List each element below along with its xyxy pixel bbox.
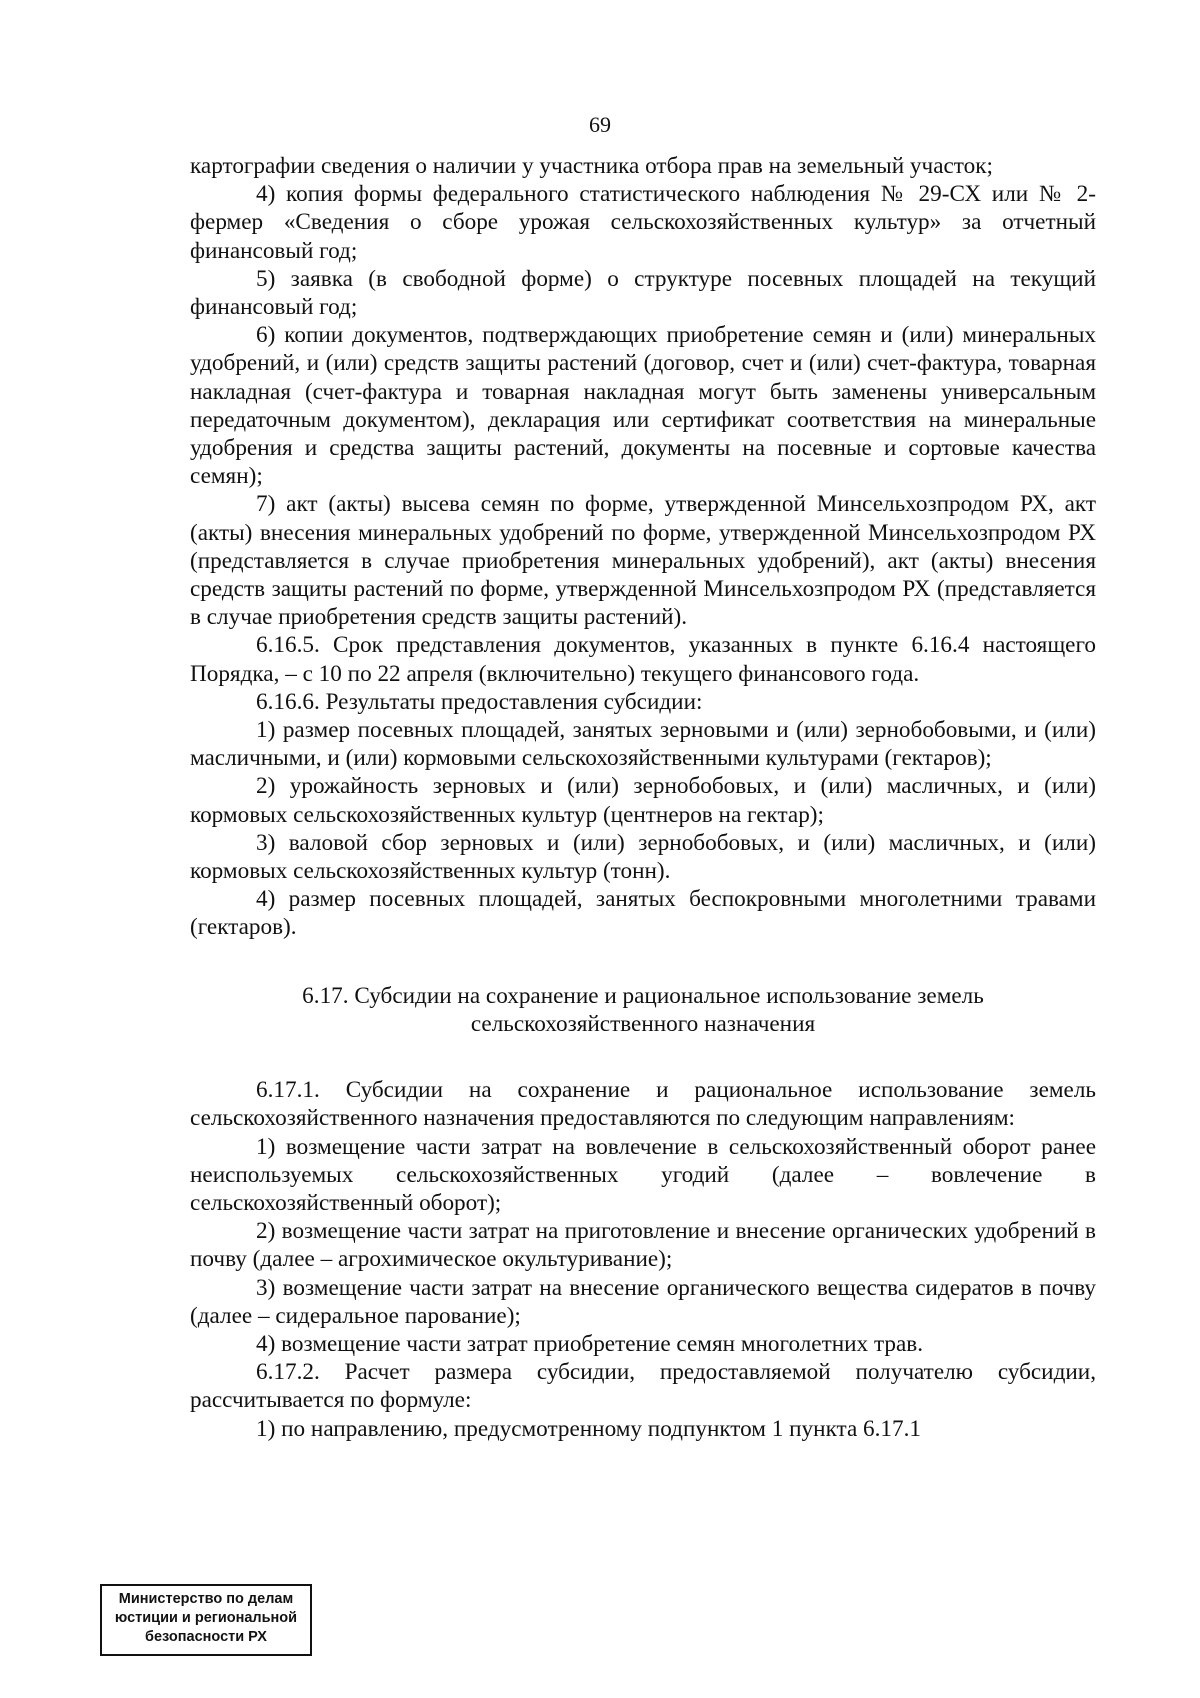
paragraph: 7) акт (акты) высева семян по форме, утвержденной Минсельхозпродом РХ, акт (акты) внесения минеральных удобрений по форме, утвержденной Минсельхозпродом РХ (представляется в случае приобретения минеральных удобрений), акт (акты) внесения средств защиты растений по форме, утвержденной Минсельхозпродом РХ (представляется в случае приобретения средств защиты растений). — [190, 491, 1096, 631]
paragraph: 1) возмещение части затрат на вовлечение в сельскохозяйственный оборот ранее неиспользуемых сельскохозяйственных угодий (далее – вовлечение в сельскохозяйственный оборот); — [190, 1133, 1096, 1216]
paragraph: 6.16.6. Результаты предоставления субсидии: — [256, 688, 703, 715]
section-heading-line: 6.17. Субсидии на сохранение и рациональное использование земель — [302, 982, 984, 1009]
paragraph: 4) возмещение части затрат приобретение семян многолетних трав. — [256, 1330, 923, 1357]
paragraph: 3) валовой сбор зерновых и (или) зернобобовых, и (или) масличных, и (или) кормовых сельскохозяйственных культур (тонн). — [190, 829, 1096, 885]
paragraph: картографии сведения о наличии у участника отбора прав на земельный участок; — [190, 153, 993, 179]
paragraph: 4) копия формы федерального статистического наблюдения № 29-СХ или № 2-фермер «Сведения о сборе урожая сельскохозяйственных культур» за отчетный финансовый год; — [190, 181, 1096, 264]
page-number: 69 — [589, 112, 611, 137]
paragraph: 3) возмещение части затрат на внесение органического вещества сидератов в почву (далее – сидеральное парование); — [190, 1274, 1096, 1329]
paragraph: 6.17.2. Расчет размера субсидии, предоставляемой получателю субсидии, рассчитывается по формуле: — [190, 1359, 1096, 1414]
paragraph: 6) копии документов, подтверждающих приобретение семян и (или) минеральных удобрений, и (или) средств защиты растений (договор, счет и (или) счет-фактура, товарная накладная (счет-фактура и товарная накладная могут быть заменены универсальным передаточным документом), декларация или сертификат соответствия на минеральные удобрения и средства защиты растений, документы на посевные и сортовые качества семян); — [190, 322, 1096, 490]
paragraph: 2) урожайность зерновых и (или) зернобобовых, и (или) масличных, и (или) кормовых сельскохозяйственных культур (центнеров на гектар); — [190, 773, 1096, 828]
section-heading — [190, 982, 1096, 1038]
paragraph: 1) размер посевных площадей, занятых зерновыми и (или) зернобобовыми, и (или) масличными, и (или) кормовыми сельскохозяйственными культурами (гектаров); — [190, 717, 1096, 772]
paragraph: 1) по направлению, предусмотренному подпунктом 1 пункта 6.17.1 — [256, 1415, 921, 1442]
paragraph: 2) возмещение части затрат на приготовление и внесение органических удобрений в почву (далее – агрохимическое окультуривание); — [190, 1218, 1096, 1273]
stamp-line: безопасности РХ — [145, 1629, 267, 1645]
section-heading-line: сельскохозяйственного назначения — [470, 1010, 816, 1037]
ministry-stamp — [100, 1584, 312, 1656]
paragraph: 6.17.1. Субсидии на сохранение и рациональное использование земель сельскохозяйственного назначения предоставляются по следующим направлениям: — [190, 1077, 1096, 1132]
stamp-line: юстиции и региональной — [114, 1610, 298, 1626]
stamp-line: Министерство по делам — [118, 1591, 294, 1607]
paragraph: 5) заявка (в свободной форме) о структуре посевных площадей на текущий финансовый год; — [190, 265, 1096, 321]
paragraph: 6.16.5. Срок представления документов, указанных в пункте 6.16.4 настоящего Порядка, – с 10 по 22 апреля (включительно) текущего финансового года. — [190, 632, 1096, 687]
document-body — [190, 152, 1096, 1443]
paragraph: 4) размер посевных площадей, занятых беспокровными многолетними травами (гектаров). — [190, 886, 1096, 941]
